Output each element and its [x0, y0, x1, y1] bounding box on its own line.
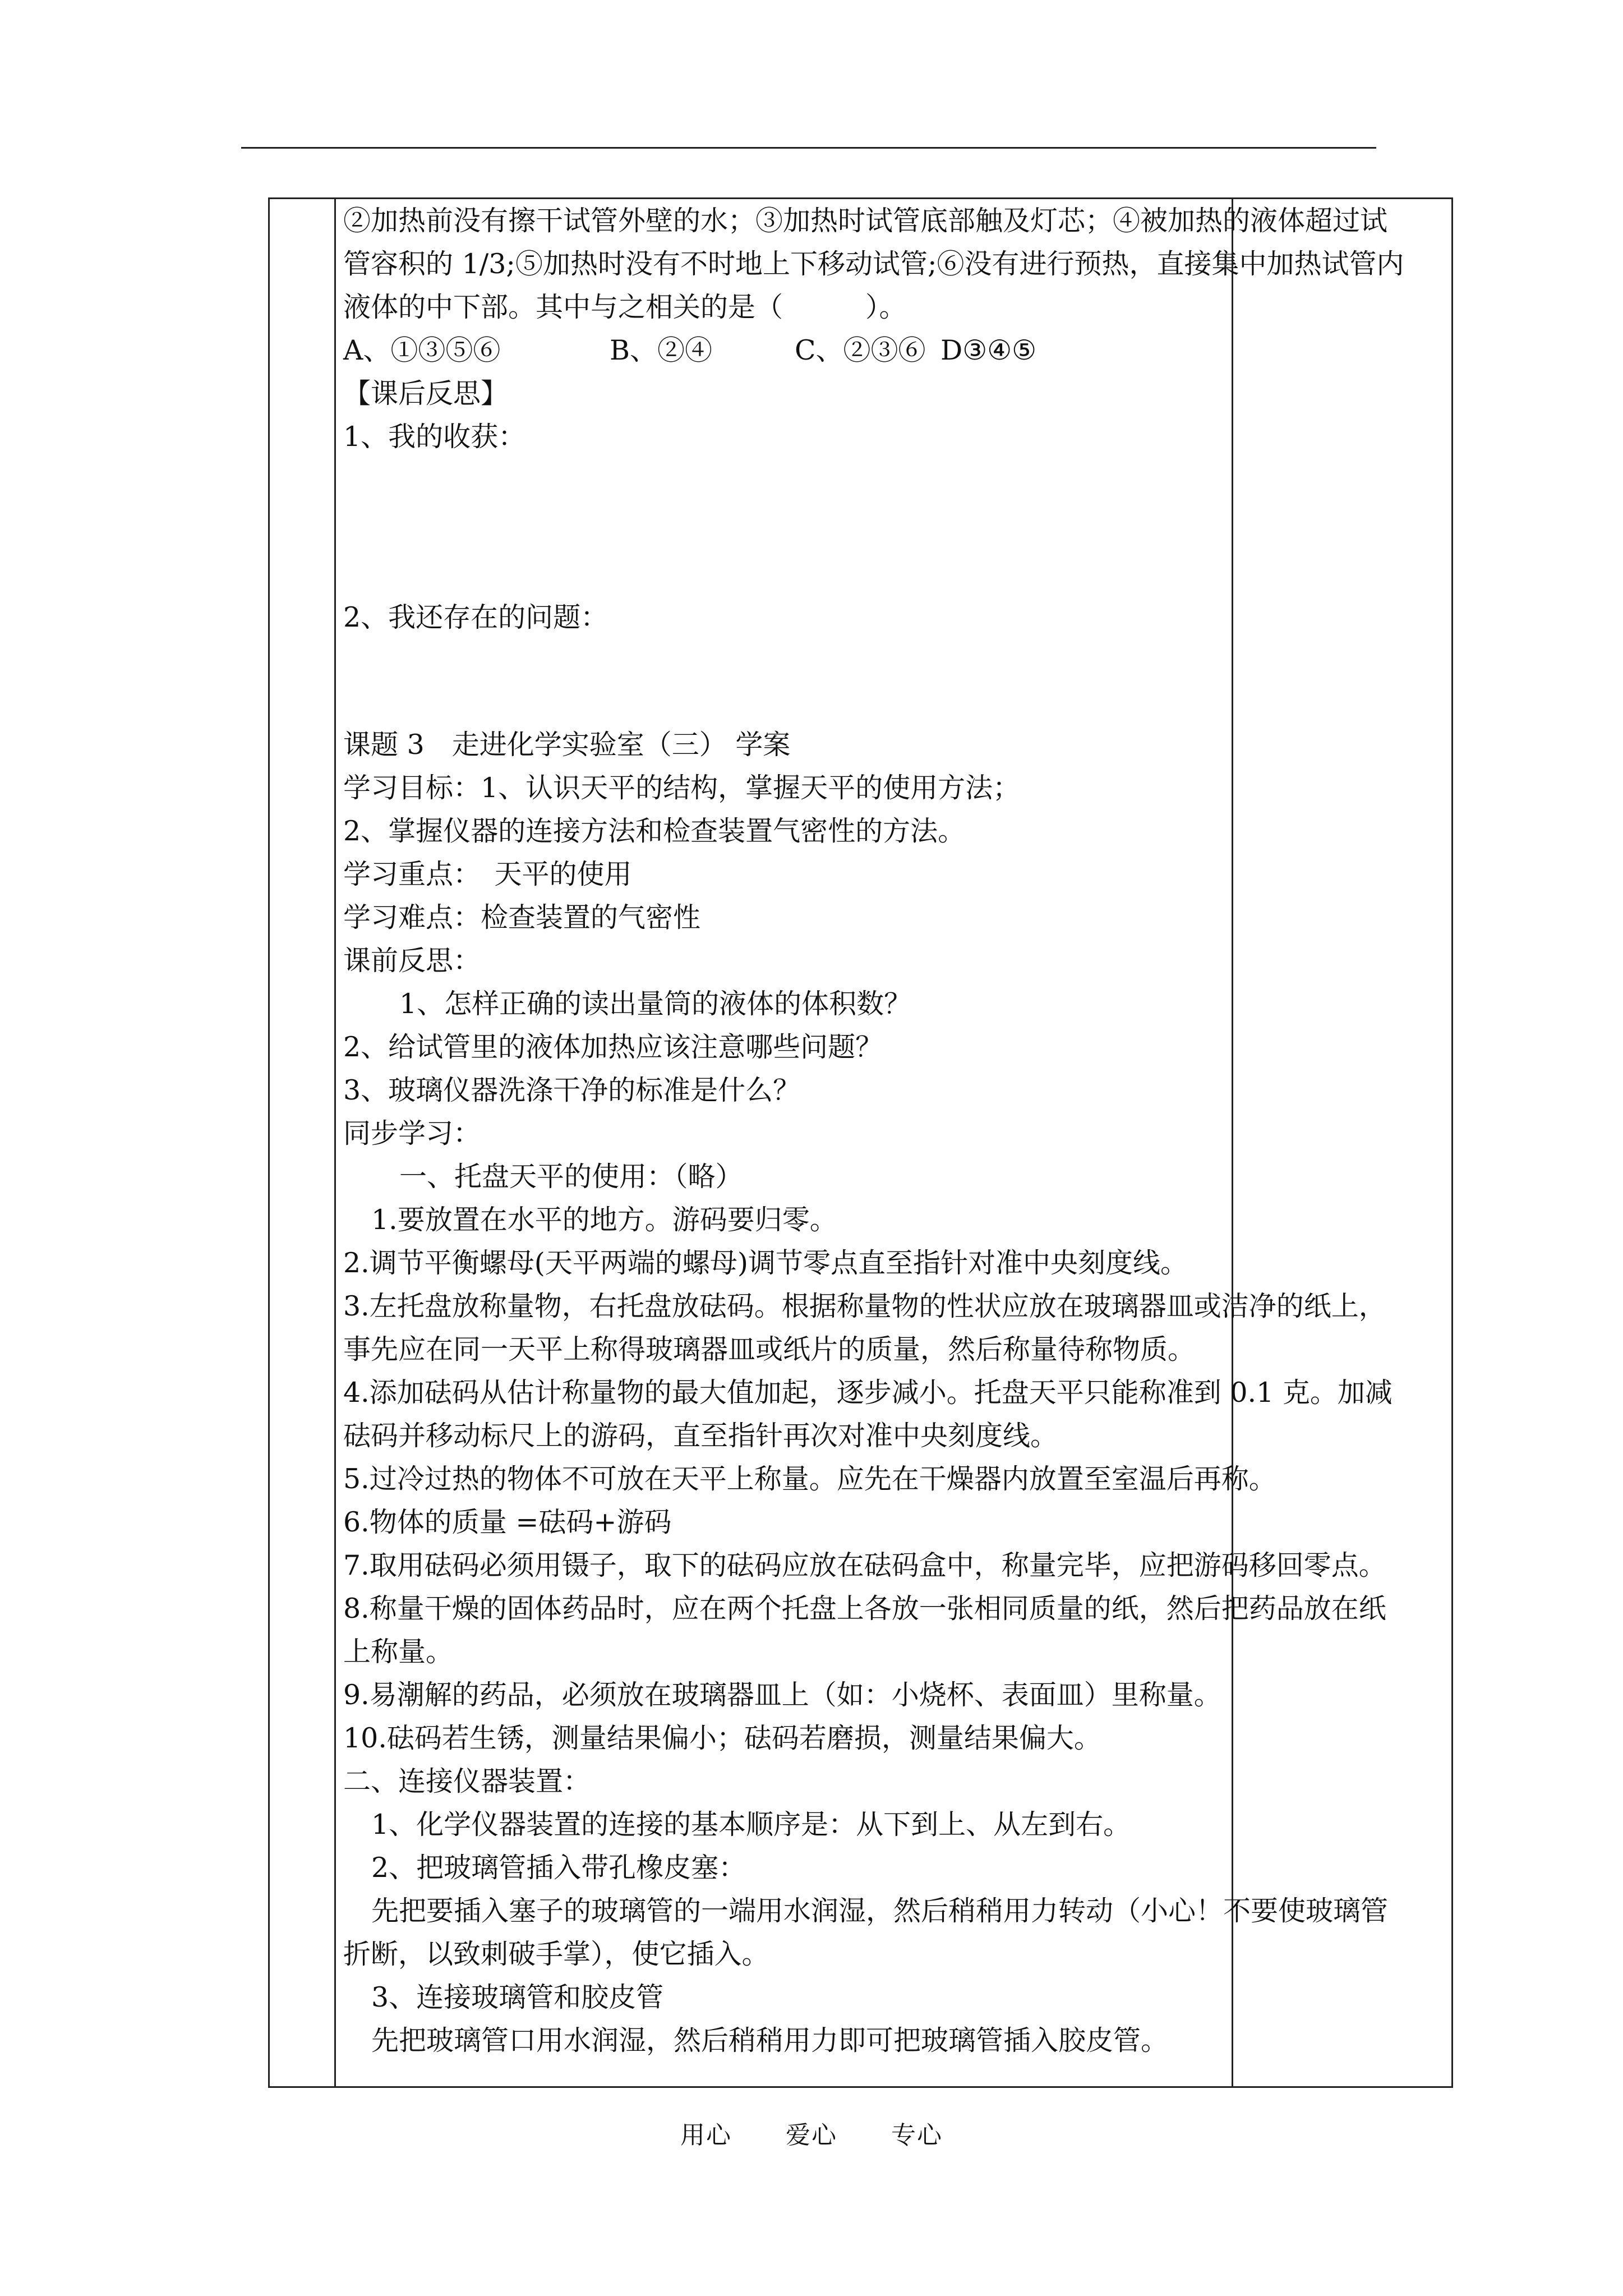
list-item: 7.取用砝码必须用镊子，取下的砝码应放在砝码盒中，称量完毕，应把游码移回零点。: [343, 1549, 1386, 1581]
list-item: 砝码并移动标尺上的游码，直至指针再次对准中央刻度线。: [343, 1420, 1058, 1452]
lesson-title: 课题 3 走进化学实验室（三） 学案: [343, 729, 791, 761]
list-item: 10.砝码若生锈，测量结果偏小；砝码若磨损，测量结果偏大。: [343, 1722, 1101, 1754]
learning-difficulty: 学习难点：检查装置的气密性: [343, 901, 701, 933]
list-item: 6.物体的质量 =砝码+游码: [343, 1506, 672, 1538]
section-heading: 二、连接仪器装置：: [343, 1765, 591, 1797]
footer-word: 用心: [680, 2121, 732, 2150]
reflection-gain: 1、我的收获：: [343, 421, 526, 453]
paragraph: 先把玻璃管口用水润湿，然后稍稍用力即可把玻璃管插入胶皮管。: [371, 2024, 1169, 2056]
document-body: [343, 199, 1442, 2062]
list-item: 3.左托盘放称量物，右托盘放砝码。根据称量物的性状应放在玻璃器皿或洁净的纸上，: [343, 1290, 1386, 1322]
learning-goal: 2、掌握仪器的连接方法和检查装置气密性的方法。: [343, 815, 966, 847]
option-c: C、②③⑥: [795, 334, 926, 366]
list-item: 2、把玻璃管插入带孔橡皮塞：: [371, 1852, 746, 1884]
option-a: A、①③⑤⑥: [343, 334, 501, 366]
question-line: 管容积的 1/3;⑤加热时没有不时地上下移动试管;⑥没有进行预热，直接集中加热试管内: [343, 248, 1404, 280]
left-column-divider: [334, 199, 336, 2086]
blank-space: [343, 458, 1442, 596]
list-item: 1、化学仪器装置的连接的基本顺序是：从下到上、从左到右。: [371, 1809, 1131, 1841]
footer-word: 专心: [891, 2121, 943, 2150]
sync-heading: 同步学习：: [343, 1117, 481, 1149]
list-item: 3、连接玻璃管和胶皮管: [371, 1981, 664, 2013]
list-item: 9.易潮解的药品，必须放在玻璃器皿上（如：小烧杯、表面皿）里称量。: [343, 1679, 1221, 1711]
list-item: 4.添加砝码从估计称量物的最大值加起，逐步减小。托盘天平只能称准到 0.1 克。加减: [343, 1377, 1393, 1409]
pre-reflection-item: 2、给试管里的液体加热应该注意哪些问题？: [343, 1031, 883, 1063]
pre-reflection-item: 1、怎样正确的读出量筒的液体的体积数？: [399, 988, 912, 1020]
list-item: 1.要放置在水平的地方。游码要归零。: [371, 1204, 837, 1236]
footer-word: 爱心: [786, 2121, 837, 2150]
answer-options: [343, 329, 1442, 372]
option-d: D③④⑤: [940, 334, 1037, 366]
question-line: 液体的中下部。其中与之相关的是（ ）。: [343, 291, 907, 323]
list-item: 8.称量干燥的固体药品时，应在两个托盘上各放一张相同质量的纸，然后把药品放在纸: [343, 1593, 1386, 1625]
list-item: 5.过冷过热的物体不可放在天平上称量。应先在干燥器内放置至室温后再称。: [343, 1463, 1276, 1495]
section-heading: 一、托盘天平的使用：（略）: [399, 1161, 743, 1193]
question-line: ②加热前没有擦干试管外壁的水；③加热时试管底部触及灯芯；④被加热的液体超过试: [343, 205, 1388, 237]
page-footer: [0, 2115, 1623, 2151]
paragraph: 先把要插入塞子的玻璃管的一端用水润湿，然后稍稍用力转动（小心！不要使玻璃管: [371, 1895, 1389, 1927]
pre-reflection-heading: 课前反思：: [343, 945, 481, 977]
learning-key-point: 学习重点： 天平的使用: [343, 858, 632, 890]
list-item: 事先应在同一天平上称得玻璃器皿或纸片的质量，然后称量待称物质。: [343, 1333, 1196, 1365]
option-b: B、②④: [610, 334, 713, 366]
learning-goal: 学习目标：1、认识天平的结构，掌握天平的使用方法；: [343, 772, 1021, 804]
paragraph: 折断，以致刺破手掌），使它插入。: [343, 1938, 769, 1970]
blank-space: [343, 639, 1442, 723]
reflection-question: 2、我还存在的问题：: [343, 601, 608, 633]
reflection-heading: 【课后反思】: [343, 378, 509, 409]
list-item: 上称量。: [343, 1636, 454, 1668]
pre-reflection-item: 3、玻璃仪器洗涤干净的标准是什么？: [343, 1074, 801, 1106]
list-item: 2.调节平衡螺母(天平两端的螺母)调节零点直至指针对准中央刻度线。: [343, 1247, 1188, 1279]
header-rule: [241, 147, 1376, 149]
